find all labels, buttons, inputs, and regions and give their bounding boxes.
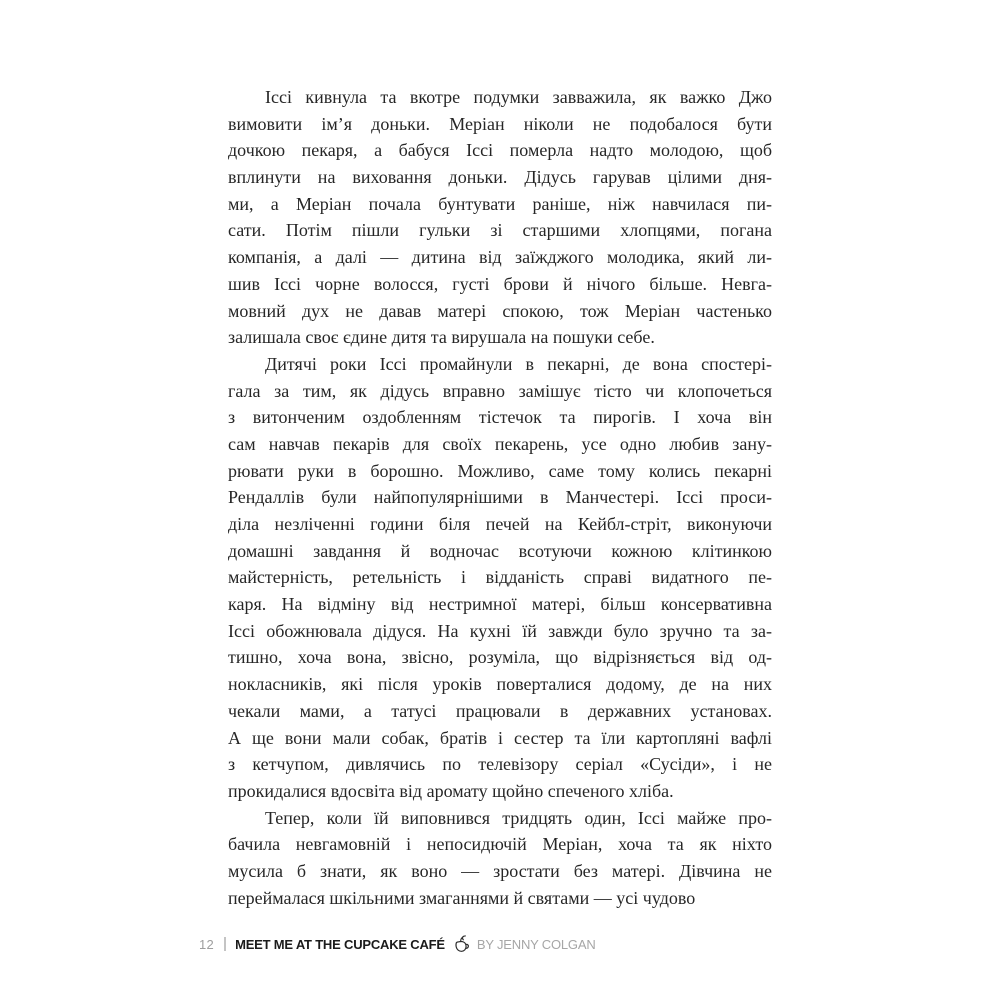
text-line: Рендаллів були найпопулярнішими в Манчестері. Іссі проси-: [228, 487, 772, 508]
text-line: мовний дух не давав матері спокою, тож Меріан частенько: [228, 300, 772, 321]
text-line: залишала своє єдине дитя та вирушала на пошуки себе.: [228, 327, 655, 348]
text-line: з витонченим оздобленням тістечок та пирогів. І хоча він: [228, 407, 772, 428]
text-line: Іссі обожнювала дідуся. На кухні їй завжди було зручно та за-: [228, 620, 772, 641]
text-line: каря. На відміну від нестримної матері, більш консервативна: [228, 594, 772, 615]
text-line: дочкою пекаря, а бабуся Іссі померла надто молодою, щоб: [228, 140, 772, 161]
text-line: А ще вони мали собак, братів і сестер та їли картопляні вафлі: [228, 727, 772, 748]
footer-book-title: MEET ME AT THE CUPCAKE CAFÉ: [235, 936, 445, 952]
text-line: з кетчупом, дивлячись по телевізору серіал «Сусіди», і не: [228, 754, 772, 775]
text-line: діла незліченні години біля печей на Кейбл-стріт, виконуючи: [228, 514, 772, 534]
text-line: Дитячі роки Іссі промайнули в пекарні, де вона спостері-: [265, 353, 772, 374]
text-line: чекали мами, а татусі працювали в державних установах.: [228, 700, 772, 721]
page-footer: [199, 933, 596, 955]
text-line: сати. Потім пішли гульки зі старшими хлопцями, погана: [228, 220, 772, 241]
text-line: вплинути на виховання доньки. Дідусь гарував цілими дня-: [228, 167, 772, 188]
text-line: сам навчав пекарів для своїх пекарень, усе одно любив зану-: [228, 433, 772, 454]
cupcake-icon: [453, 934, 470, 954]
text-line: домашні завдання й водночас всотуючи кожною клітинкою: [228, 540, 772, 561]
page-number: 12: [199, 936, 215, 952]
text-line: бачила невгамовній і непосидючій Меріан, хоча та як ніхто: [228, 834, 772, 855]
footer-divider: [224, 937, 226, 951]
text-line: Іссі кивнула та вкотре подумки завважила, як важко Джо: [265, 87, 772, 107]
text-line: ми, а Меріан почала бунтувати раніше, ніж навчилася пи-: [228, 193, 772, 214]
footer-author: BY JENNY COLGAN: [476, 936, 596, 952]
text-line: майстерність, ретельність і відданість справі видатного пе-: [228, 567, 772, 588]
text-line: вимовити ім’я доньки. Меріан ніколи не подобалося бути: [228, 113, 772, 134]
text-line: нокласників, які після уроків поверталися додому, де на них: [228, 674, 772, 695]
text-line: гала за тим, як дідусь вправно замішує тісто чи клопочеться: [228, 380, 772, 401]
text-line: переймалася шкільними змаганнями й святами — усі чудово: [228, 887, 696, 908]
text-line: Тепер, коли їй виповнився тридцять один, Іссі майже про-: [265, 807, 772, 828]
text-line: рювати руки в борошно. Можливо, саме тому колись пекарні: [228, 460, 772, 481]
text-line: компанія, а далі — дитина від заїжджого молодика, який ли-: [228, 247, 772, 268]
body-text: [228, 84, 772, 911]
text-line: шив Іссі чорне волосся, густі брови й нічого більше. Невга-: [228, 273, 772, 294]
text-line: мусила б знати, як воно — зростати без матері. Дівчина не: [228, 860, 772, 881]
text-line: тишно, хоча вона, звісно, розуміла, що відрізняється від од-: [228, 647, 772, 668]
text-line: прокидалися вдосвіта від аромату щойно спеченого хліба.: [228, 780, 674, 801]
